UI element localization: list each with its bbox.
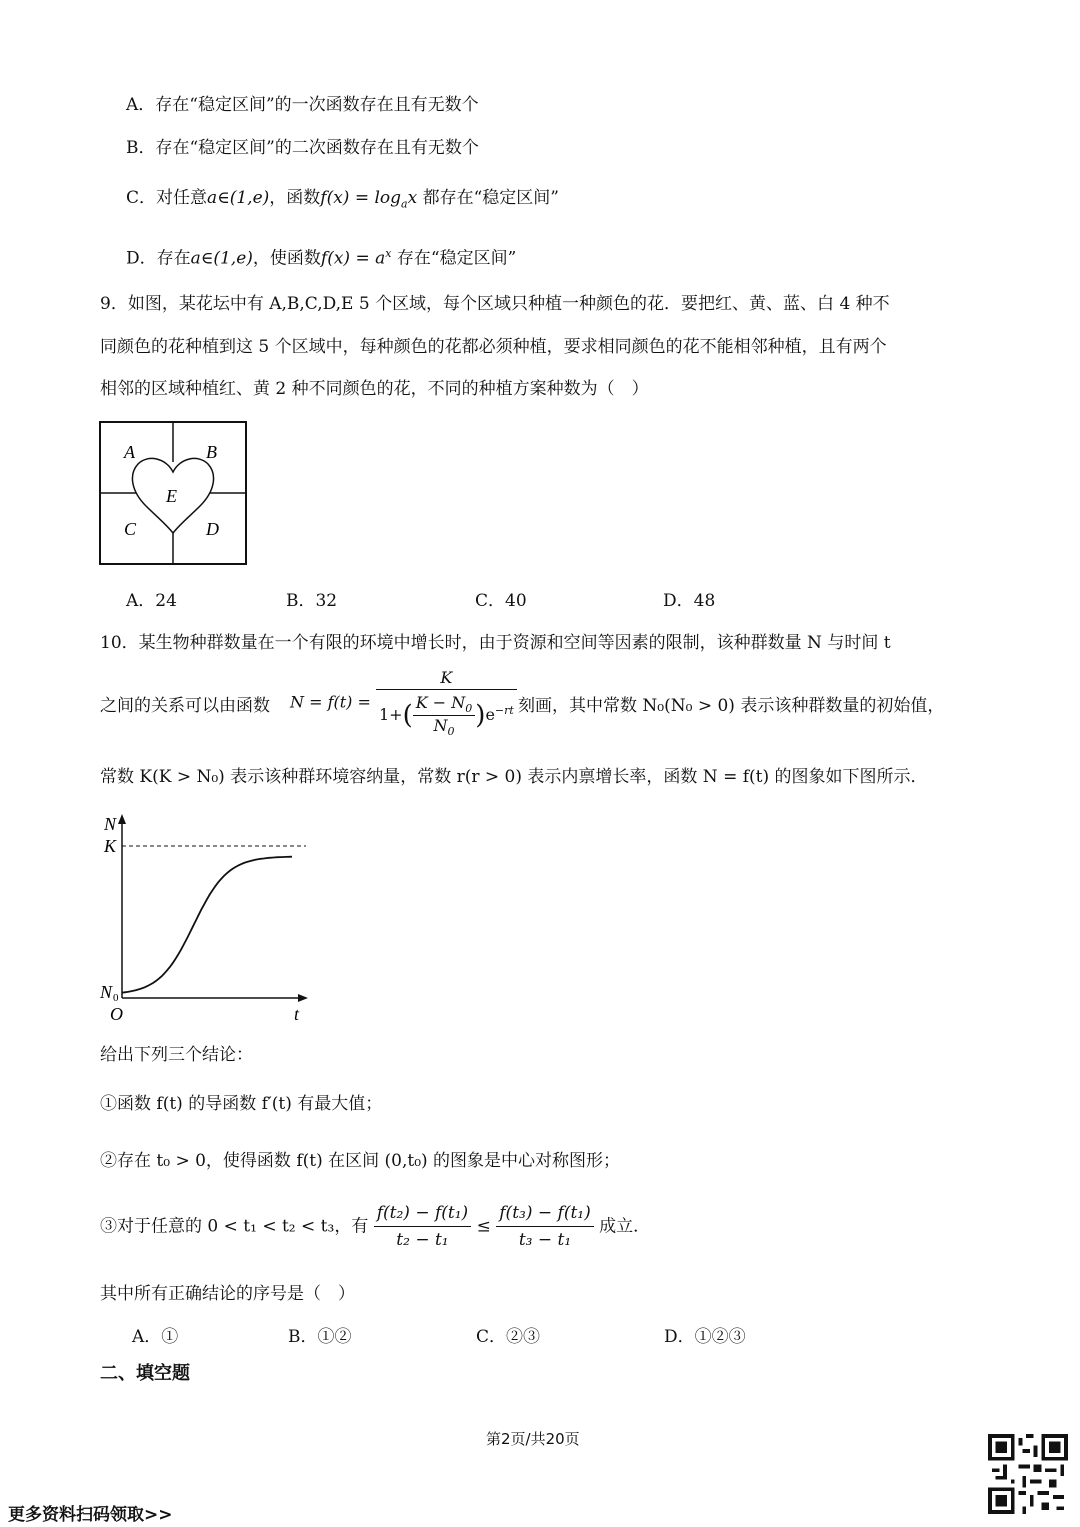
n0-sub-label: 0 <box>113 992 119 1004</box>
c3-f1-num: f(t₂) − f(t₁) <box>374 1200 471 1227</box>
q8-option-a: A．存在“稳定区间”的一次函数存在且有无数个 <box>126 95 479 115</box>
q10-question: 其中所有正确结论的序号是（ ） <box>100 1284 355 1304</box>
q8-d-mid: ，使函数 <box>252 248 321 269</box>
q8-c-post: 都存在“稳定区间” <box>422 188 559 208</box>
q10-intro: 给出下列三个结论： <box>100 1045 253 1065</box>
k-label: K <box>104 836 117 856</box>
q8-c-sub: a <box>401 197 408 211</box>
formula-main-fraction <box>376 666 517 738</box>
q10-option-a: A．① <box>132 1327 179 1347</box>
q8-c-mid: ，函数 <box>269 188 321 208</box>
c3-f2-num: f(t₃) − f(t₁) <box>496 1200 593 1227</box>
x-axis-label: t <box>294 1004 300 1024</box>
q9-option-a: A．24 <box>126 591 177 611</box>
section-title: 二、填空题 <box>100 1363 190 1384</box>
c3-f2-den: t₃ − t₁ <box>518 1230 572 1250</box>
q9-line-3: 相邻的区域种植红、黄 2 种不同颜色的花，不同的种植方案种数为（ ） <box>100 379 649 399</box>
q8-d-sup: x <box>385 247 392 260</box>
q9-line-1: 9．如图，某花坛中有 A,B,C,D,E 5 个区域，每个区域只种植一种颜色的花．要把红、黄、蓝、白 4 种不 <box>100 294 890 314</box>
flowerbed-figure <box>98 420 250 568</box>
q10-conclusion-3 <box>100 1200 650 1253</box>
formula-exp: −rt <box>494 703 514 717</box>
region-label-a: A <box>124 442 135 462</box>
c3-fraction-1 <box>374 1200 471 1253</box>
y-axis-arrow <box>118 814 126 824</box>
logistic-formula <box>290 666 517 738</box>
q8-option-c <box>126 185 559 217</box>
q10-conclusion-2: ②存在 t₀ > 0，使得函数 f(t) 在区间 (0,t₀) 的图象是中心对称图形； <box>100 1151 621 1171</box>
origin-label: O <box>110 1004 123 1024</box>
region-label-e: E <box>166 486 177 506</box>
q8-d-math2: f(x) = a <box>320 248 386 269</box>
q8-option-d <box>126 241 516 272</box>
c3-post: 成立． <box>599 1216 651 1237</box>
n0-label: N <box>100 982 113 1002</box>
q8-c-math3: x <box>407 188 418 208</box>
q8-d-math1: a∈(1,e) <box>190 248 253 269</box>
q10-option-d: D．①②③ <box>664 1327 746 1347</box>
qr-code-icon[interactable] <box>988 1434 1068 1514</box>
q10-line-1: 10．某生物种群数量在一个有限的环境中增长时，由于资源和空间等因素的限制，该种群数量 N 与时间 t <box>100 633 891 653</box>
q10-option-b: B．①② <box>288 1327 352 1347</box>
formula-lhs: N = f(t) = <box>290 692 371 712</box>
c3-le: ≤ <box>476 1216 491 1237</box>
q9-option-b: B．32 <box>286 591 338 611</box>
formula-inner-num <box>413 693 476 716</box>
q9-option-c: C．40 <box>475 591 527 611</box>
page-footer: 第2页/共20页 <box>486 1430 580 1448</box>
q8-c-math2: f(x) = log <box>320 188 402 208</box>
q8-option-b: B．存在“稳定区间”的二次函数存在且有无数个 <box>126 138 479 158</box>
logistic-graph <box>96 810 316 1030</box>
q10-line-3: 常数 K(K > N₀) 表示该种群环境容纳量，常数 r(r > 0) 表示内禀增长率，函数 N = f(t) 的图象如下图所示． <box>100 767 928 787</box>
y-axis-label: N <box>104 814 117 834</box>
logistic-curve <box>122 857 292 993</box>
q10-line-2-post: 刻画，其中常数 N₀(N₀ > 0) 表示该种群数量的初始值， <box>518 696 945 716</box>
region-label-d: D <box>206 519 219 539</box>
formula-paren-left: ( <box>402 700 413 731</box>
q8-c-math1: a∈(1,e) <box>207 188 270 208</box>
formula-numerator: K <box>376 666 517 690</box>
c3-pre: ③对于任意的 0 < t₁ < t₂ < t₃，有 <box>100 1216 369 1237</box>
q8-d-pre: D．存在 <box>126 248 191 269</box>
formula-inner-fraction <box>413 693 476 738</box>
formula-inner-den-text: N <box>433 716 448 736</box>
q8-c-pre: C．对任意 <box>126 188 208 208</box>
q8-d-post: 存在“稳定区间” <box>396 248 517 269</box>
c3-fraction-2 <box>496 1200 593 1253</box>
c3-f1-den: t₂ − t₁ <box>396 1230 449 1250</box>
formula-paren-right: ) <box>475 700 486 731</box>
formula-inner-den-sub: 0 <box>447 725 455 739</box>
formula-inner-den <box>413 716 476 738</box>
x-axis-arrow <box>298 994 308 1002</box>
formula-inner-num-sub: 0 <box>465 702 473 716</box>
formula-inner-num-text: K − N <box>415 693 466 712</box>
q10-line-2-pre: 之间的关系可以由函数 <box>100 696 270 716</box>
region-label-b: B <box>206 442 217 462</box>
formula-den-pre: 1+ <box>379 705 403 725</box>
q9-option-d: D．48 <box>663 591 716 611</box>
q9-line-2: 同颜色的花种植到这 5 个区域中，每种颜色的花都必须种植，要求相同颜色的花不能相邻种植，且有两个 <box>100 337 887 357</box>
q10-conclusion-1: ①函数 f(t) 的导函数 f′(t) 有最大值； <box>100 1094 383 1114</box>
formula-exp-base: e <box>485 705 495 725</box>
more-resources-link[interactable]: 更多资料扫码领取>> <box>8 1505 173 1525</box>
region-label-c: C <box>124 519 137 539</box>
formula-denominator <box>376 690 517 738</box>
q10-option-c: C．②③ <box>476 1327 541 1347</box>
